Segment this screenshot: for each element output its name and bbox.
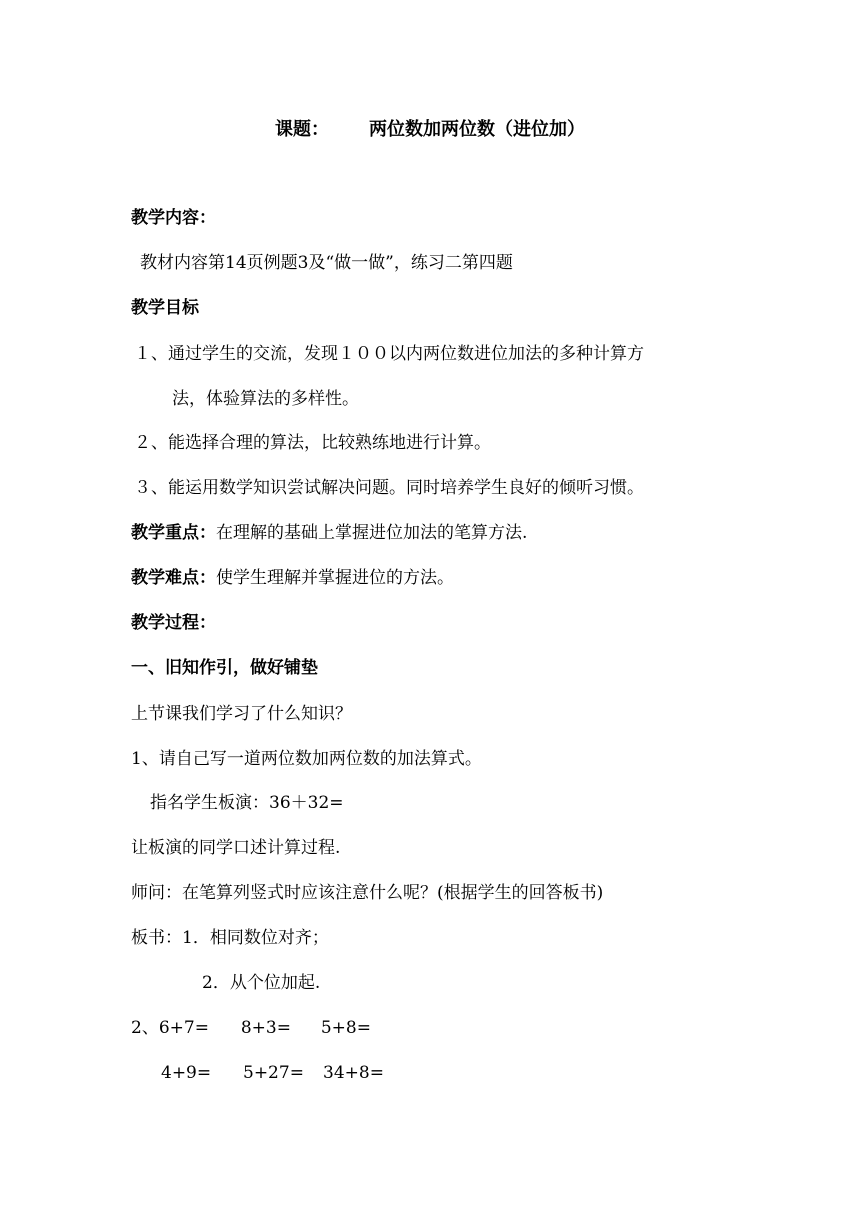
lesson-title-label: 课题： [275, 119, 329, 140]
goals-heading: 教学目标 [131, 298, 199, 318]
lesson-title-text: 两位数加两位数（进位加） [369, 119, 585, 140]
key-point-label: 教学重点： [131, 523, 216, 543]
goal-item-1: １、通过学生的交流，发现１００以内两位数进位加法的多种计算方 [134, 344, 644, 364]
exercise-prefix: 2、 [131, 1018, 159, 1038]
difficulty-label: 教学难点： [131, 568, 216, 588]
process-line-7: 2．从个位加起. [202, 973, 321, 993]
key-point [131, 521, 527, 545]
key-point-text: 在理解的基础上掌握进位加法的笔算方法. [216, 523, 528, 543]
exercise-item: 6+7= [158, 1018, 209, 1038]
exercise-item: 5+8= [320, 1018, 371, 1038]
exercise-row-1 [131, 1016, 371, 1040]
exercise-item: 8+3= [240, 1018, 291, 1038]
exercise-row-2 [161, 1061, 384, 1085]
lesson-title [0, 118, 860, 142]
process-line-6: 板书：1．相同数位对齐； [131, 928, 329, 948]
exercise-item: 34+8= [323, 1063, 384, 1083]
difficulty-text: 使学生理解并掌握进位的方法。 [216, 568, 454, 588]
difficulty [131, 566, 454, 590]
process-line-3: 指名学生板演：36＋32= [150, 793, 344, 813]
content-text: 教材内容第14页例题3及“做一做”，练习二第四题 [140, 253, 513, 273]
process-line-5: 师问：在笔算列竖式时应该注意什么呢？(根据学生的回答板书) [131, 883, 604, 903]
process-line-1: 上节课我们学习了什么知识？ [131, 704, 352, 724]
exercise-item: 4+9= [161, 1063, 212, 1083]
exercise-item: 5+27= [243, 1063, 304, 1083]
process-line-2: 1、请自己写一道两位数加两位数的加法算式。 [131, 749, 482, 769]
goal-item-1-continued: 法，体验算法的多样性。 [172, 389, 359, 409]
process-heading: 教学过程： [131, 613, 216, 633]
goal-item-2: ２、能选择合理的算法，比较熟练地进行计算。 [134, 433, 491, 453]
section-heading-1: 一、旧知作引，做好铺垫 [131, 658, 318, 678]
process-line-4: 让板演的同学口述计算过程. [131, 838, 341, 858]
goal-item-3: ３、能运用数学知识尝试解决问题。同时培养学生良好的倾听习惯。 [134, 478, 644, 498]
content-heading: 教学内容： [131, 208, 216, 228]
